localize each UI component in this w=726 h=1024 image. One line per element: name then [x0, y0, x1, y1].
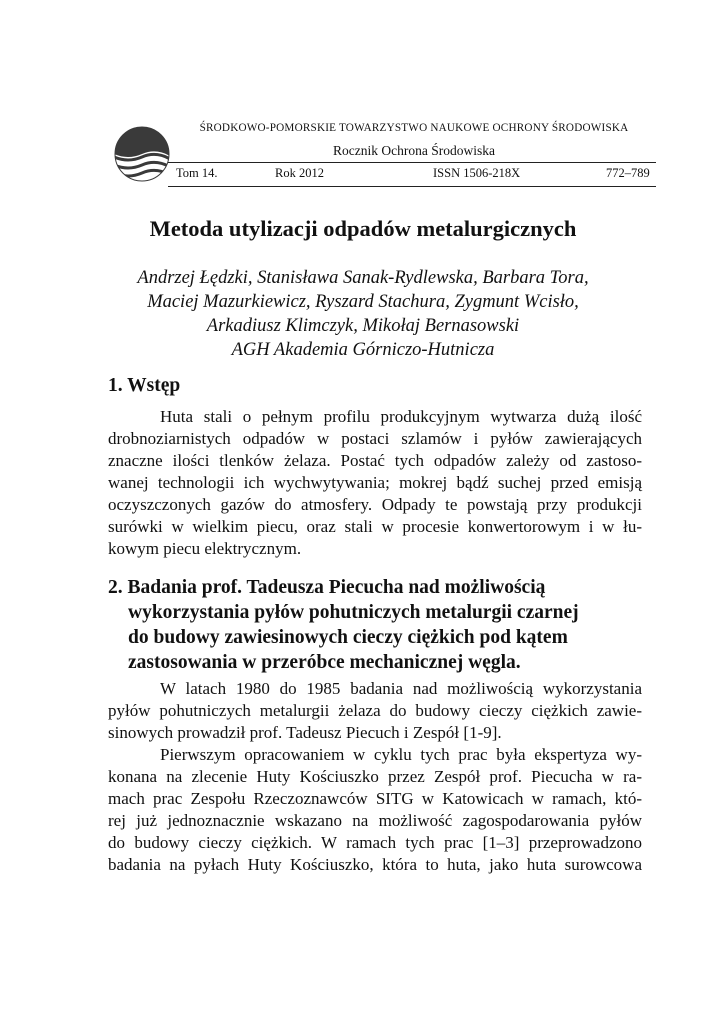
- text-line: znaczne ilości tlenków żelaza. Postać tych odpadów zależy od zastoso-: [108, 451, 642, 470]
- year: Rok 2012: [275, 166, 324, 180]
- text-line: rej już jednoznacznie wskazano na możliwość zagospodarowania pyłów: [108, 811, 642, 830]
- text-line: kowym piecu elektrycznym.: [108, 539, 302, 558]
- heading-line: wykorzystania pyłów pohutniczych metalurgii czarnej: [128, 602, 579, 623]
- author-line: Andrzej Łędzki, Stanisława Sanak-Rydlewska, Barbara Tora,: [137, 268, 589, 288]
- society-name: ŚRODKOWO-POMORSKIE TOWARZYSTWO NAUKOWE OCHRONY ŚRODOWISKA: [199, 122, 629, 134]
- text-line: sinowych prowadził prof. Tadeusz Piecuch i Zespół [1-9].: [108, 723, 502, 742]
- text-line: wanej technologii ich wychwytywania; mokrej bądź suchej przed emisją: [108, 473, 642, 492]
- affiliation: AGH Akademia Górniczo-Hutnicza: [231, 340, 495, 360]
- text-line: pyłów pohutniczych metalurgii żelaza do budowy cieczy ciężkich zawie-: [108, 701, 642, 720]
- volume: Tom 14.: [176, 166, 218, 180]
- author-block: [0, 266, 726, 362]
- article-title: Metoda utylizacji odpadów metalurgicznych: [149, 216, 577, 241]
- text-line: badania na pyłach Huty Kościuszko, która to huta, jako huta surowcowa: [108, 855, 642, 874]
- text-line: oczyszczonych gazów do atmosfery. Odpady te powstają przy produkcji: [108, 495, 642, 514]
- page-range: 772–789: [606, 166, 650, 180]
- text-line: drobnoziarnistych odpadów w postaci szlamów i pyłów zawierających: [108, 429, 642, 448]
- heading-line: zastosowania w przeróbce mechanicznej węgla.: [128, 652, 521, 673]
- header-divider-top: [168, 162, 656, 163]
- paragraph-research-2: [108, 744, 642, 876]
- paragraph-research-1: [108, 678, 642, 744]
- text-line: do budowy cieczy ciężkich. W ramach tych prac [1–3] przeprowadzono: [108, 833, 642, 852]
- heading-line: 2. Badania prof. Tadeusza Piecucha nad możliwością: [108, 577, 546, 598]
- text-line: surówki w wielkim piecu, oraz stali w procesie konwertorowym i w łu-: [108, 517, 642, 536]
- header-divider-bottom: [168, 186, 656, 187]
- author-line: Arkadiusz Klimczyk, Mikołaj Bernasowski: [206, 316, 520, 336]
- text-line: W latach 1980 do 1985 badania nad możliwością wykorzystania: [160, 679, 642, 698]
- heading-line: do budowy zawiesinowych cieczy ciężkich pod kątem: [128, 627, 568, 648]
- paragraph-introduction: [108, 406, 642, 560]
- text-line: mach prac Zespołu Rzeczoznawców SITG w Katowicach w ramach, któ-: [108, 789, 642, 808]
- journal-name: Rocznik Ochrona Środowiska: [333, 143, 495, 158]
- society-logo-icon: [114, 126, 170, 182]
- text-line: Pierwszym opracowaniem w cyklu tych prac była ekspertyza wy-: [160, 745, 642, 764]
- author-line: Maciej Mazurkiewicz, Ryszard Stachura, Zygmunt Wcisło,: [147, 292, 579, 312]
- issn: ISSN 1506-218X: [433, 166, 521, 180]
- text-line: Huta stali o pełnym profilu produkcyjnym wytwarza dużą ilość: [160, 407, 642, 426]
- text-line: konana na zlecenie Huty Kościuszko przez Zespół prof. Piecucha w ra-: [108, 767, 642, 786]
- section-heading-introduction: 1. Wstęp: [108, 375, 181, 396]
- section-heading-research: [108, 575, 579, 675]
